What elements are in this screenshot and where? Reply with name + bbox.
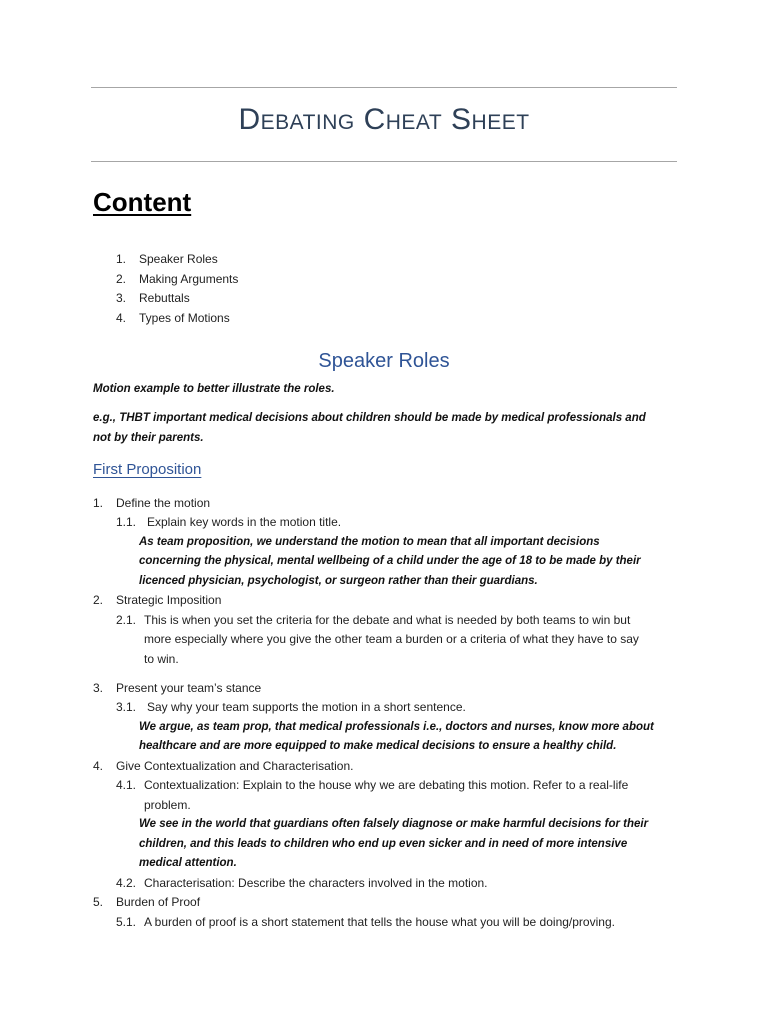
example-line: healthcare and are more equipped to make medical decisions to ensure a healthy child. bbox=[139, 740, 617, 752]
list-item: Burden of Proof bbox=[116, 895, 201, 909]
sub-item: Characterisation: Describe the characters involved in the motion. bbox=[144, 876, 488, 890]
sub-item: Say why your team supports the motion in a short sentence. bbox=[147, 700, 466, 714]
example-line: We see in the world that guardians often falsely diagnose or make harmful decisions for their bbox=[139, 818, 649, 830]
title-rule bbox=[91, 161, 677, 162]
list-item: Give Contextualization and Characterisation. bbox=[116, 759, 354, 773]
motion-example-line: not by their parents. bbox=[93, 432, 204, 444]
sub-item: This is when you set the criteria for the debate and what is needed by both teams to win but bbox=[144, 613, 631, 627]
sub-item-number: 1.1. bbox=[116, 515, 137, 529]
sub-item-number: 4.2. bbox=[116, 876, 137, 890]
sub-item: problem. bbox=[144, 798, 191, 812]
sub-item: more especially where you give the other team a burden or a criteria of what they have to say bbox=[144, 632, 639, 646]
list-item-number: 5. bbox=[93, 895, 104, 909]
sub-item: A burden of proof is a short statement that tells the house what you will be doing/proving. bbox=[144, 915, 615, 929]
toc-item: 1. Speaker Roles bbox=[116, 252, 218, 266]
example-line: We argue, as team prop, that medical professionals i.e., doctors and nurses, know more about bbox=[139, 721, 654, 733]
sub-item: to win. bbox=[144, 652, 179, 666]
example-line: licenced physician, psychologist, or surgeon rather than their guardians. bbox=[139, 575, 538, 587]
sub-item-number: 5.1. bbox=[116, 915, 137, 929]
list-item-number: 3. bbox=[93, 681, 104, 695]
sub-item-number: 4.1. bbox=[116, 778, 137, 792]
list-item-number: 1. bbox=[93, 496, 104, 510]
page-title: Debating Cheat Sheet bbox=[238, 103, 530, 136]
example-line: children, and this leads to children who end up even sicker and in need of more intensive bbox=[139, 838, 628, 850]
table-of-contents bbox=[116, 250, 238, 328]
list-item-number: 2. bbox=[93, 593, 104, 607]
example-line: concerning the physical, mental wellbeing of a child under the age of 18 to be made by their bbox=[139, 555, 641, 567]
toc-item: 2. Making Arguments bbox=[116, 271, 239, 286]
motion-example-line: e.g., THBT important medical decisions about children should be made by medical professionals and bbox=[93, 412, 646, 424]
toc-item: 3. Rebuttals bbox=[116, 291, 190, 305]
sub-item: Contextualization: Explain to the house why we are debating this motion. Refer to a real-life bbox=[144, 778, 629, 792]
sub-item-number: 2.1. bbox=[116, 613, 137, 627]
example-line: As team proposition, we understand the motion to mean that all important decisions bbox=[139, 536, 600, 548]
speaker-roles-heading: Speaker Roles bbox=[318, 350, 450, 372]
sub-item-number: 3.1. bbox=[116, 700, 137, 714]
top-rule bbox=[91, 87, 677, 88]
content-heading: Content bbox=[93, 187, 192, 217]
list-item: Present your team’s stance bbox=[116, 681, 262, 695]
first-proposition-heading: First Proposition bbox=[93, 461, 202, 478]
list-item: Define the motion bbox=[116, 496, 211, 510]
list-item: Strategic Imposition bbox=[116, 593, 222, 607]
example-line: medical attention. bbox=[139, 857, 237, 869]
motion-intro: Motion example to better illustrate the roles. bbox=[93, 383, 335, 395]
toc-item: 4. Types of Motions bbox=[116, 310, 230, 325]
list-item-number: 4. bbox=[93, 759, 104, 773]
sub-item: Explain key words in the motion title. bbox=[147, 515, 342, 529]
